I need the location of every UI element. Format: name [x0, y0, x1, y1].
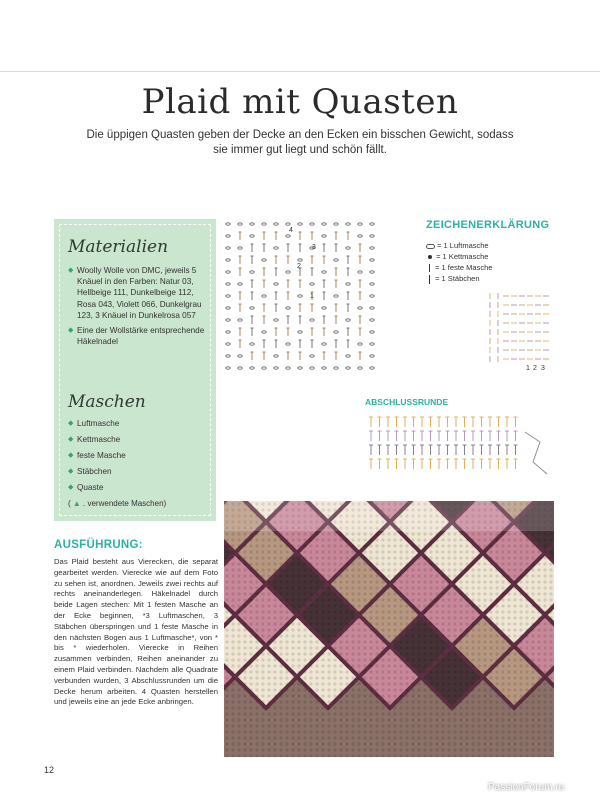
chain-stitch-symbol: [238, 319, 242, 321]
chain-stitch-symbol: [274, 355, 278, 357]
chain-stitch-symbol: [226, 259, 230, 261]
chain-stitch-symbol: [262, 295, 266, 297]
stitch-item: ◆ Kettmasche: [68, 435, 121, 444]
chain-stitch-symbol: [238, 283, 242, 285]
chain-stitch-symbol: [286, 271, 290, 273]
chain-stitch-symbol: [358, 307, 362, 309]
chain-stitch-symbol: [322, 223, 326, 225]
chain-stitch-symbol: [346, 223, 350, 225]
chain-stitch-symbol: [370, 259, 374, 261]
stitch-item: ◆ Quaste: [68, 483, 104, 492]
chain-stitch-symbol: [250, 307, 254, 309]
border-round-title: ABSCHLUSSRUNDE: [365, 397, 449, 407]
chain-stitch-symbol: [250, 367, 254, 369]
chain-stitch-symbol: [322, 307, 326, 309]
chain-stitch-symbol: [322, 367, 326, 369]
single-crochet-icon: [429, 264, 430, 272]
chain-stitch-symbol: [370, 319, 374, 321]
legend-item-chain: = 1 Luftmasche: [426, 241, 489, 250]
chain-stitch-symbol: [286, 367, 290, 369]
page-subtitle: Die üppigen Quasten geben der Decke an den Ecken ein bisschen Gewicht, sodass sie immer gut liegt und schön fällt.: [86, 129, 514, 156]
chain-stitch-symbol: [250, 271, 254, 273]
chain-stitch-symbol: [346, 319, 350, 321]
chain-stitch-symbol: [298, 331, 302, 333]
chain-stitch-symbol: [262, 367, 266, 369]
chain-stitch-symbol: [370, 331, 374, 333]
chain-stitch-symbol: [298, 367, 302, 369]
materials-list: [68, 265, 208, 351]
edge-rows-chart: [486, 290, 552, 392]
chain-stitch-symbol: [310, 283, 314, 285]
blanket-photo: [224, 501, 554, 757]
chain-stitch-symbol: [370, 355, 374, 357]
bullet-diamond-icon: ◆: [68, 267, 74, 274]
chain-stitch-symbol: [298, 259, 302, 261]
chain-stitch-symbol: [286, 223, 290, 225]
chain-stitch-symbol: [322, 235, 326, 237]
chain-stitch-symbol: [250, 223, 254, 225]
materials-box: [54, 219, 216, 521]
chain-stitch-symbol: [226, 283, 230, 285]
chain-stitch-symbol: [274, 223, 278, 225]
chain-stitch-symbol: [370, 271, 374, 273]
chain-stitch-symbol: [262, 259, 266, 261]
chain-stitch-symbol: [346, 283, 350, 285]
chain-stitch-symbol: [238, 247, 242, 249]
chain-stitch-symbol: [226, 331, 230, 333]
instructions-body: Das Plaid besteht aus Vierecken, die separat gearbeitet werden. Vierecke wie auf dem Foto zu sehen ist, anordnen. Jeweils zwei rechts auf rechts aneinanderlegen. Häkelnadel durch beide Lagen stechen: Mit 1 festen Masche an der Ecke beginnen, *3 Luftmaschen, 3 Stäbchen überspringen und 1 feste Masche in den nächsten Bogen aus 1 Luftmasche*, von * bis * wiederholen. Vierecke in Reihen zusammen verbinden, Reihen aneinander zu einem Plaid verbinden. Nachdem alle Quadrate verbunden wurden, 3 Abschlussrunden um die Decke herum arbeiten. 4 Quasten herstellen und jeweils eine an jede Ecke anbringen.: [54, 557, 218, 707]
page-number: 12: [44, 765, 55, 775]
stitch-item: ◆ Luftmasche: [68, 419, 120, 428]
chain-stitch-symbol: [370, 283, 374, 285]
chain-stitch-symbol: [226, 367, 230, 369]
chain-stitch-symbol: [310, 223, 314, 225]
chain-stitch-symbol: [310, 355, 314, 357]
legend-item-single: = 1 feste Masche: [426, 263, 492, 272]
chain-stitch-symbol: [286, 307, 290, 309]
chain-stitch-symbol: [298, 223, 302, 225]
chain-stitch-symbol: [370, 235, 374, 237]
chain-stitch-symbol: [298, 295, 302, 297]
bullet-diamond-icon: ◆: [68, 436, 74, 443]
legend-item-slip: = 1 Kettmasche: [426, 252, 488, 261]
chain-stitch-symbol: [370, 223, 374, 225]
chain-stitch-symbol: [358, 223, 362, 225]
chain-stitch-symbol: [370, 247, 374, 249]
materials-item: ◆ Eine der Wollstärke entsprechende Häkelnadel: [68, 326, 205, 347]
chain-stitch-symbol: [226, 307, 230, 309]
chain-stitch-symbol: [238, 223, 242, 225]
chain-stitch-symbol: [346, 355, 350, 357]
chain-stitch-symbol: [274, 367, 278, 369]
chain-stitch-symbol: [274, 283, 278, 285]
chain-stitch-symbol: [370, 295, 374, 297]
chain-stitch-symbol: [358, 343, 362, 345]
chain-stitch-symbol: [226, 355, 230, 357]
chain-stitch-symbol: [310, 367, 314, 369]
chain-stitch-symbol: [358, 271, 362, 273]
bullet-diamond-icon: ◆: [68, 420, 74, 427]
chain-stitch-symbol: [226, 343, 230, 345]
stitches-legend-note: ( ▲ . verwendete Maschen): [68, 499, 167, 508]
bullet-diamond-icon: ◆: [68, 327, 74, 335]
chain-stitch-symbol: [250, 343, 254, 345]
chain-stitch-symbol: [274, 319, 278, 321]
chain-stitch-symbol: [322, 343, 326, 345]
border-round-chart: [365, 412, 555, 492]
blanket-photo-illustration: [224, 501, 554, 757]
page-title: Plaid mit Quasten: [141, 82, 459, 122]
stitches-heading: Maschen: [68, 392, 146, 412]
chain-stitch-symbol: [346, 367, 350, 369]
chain-stitch-symbol: [322, 271, 326, 273]
chain-stitch-symbol: [226, 295, 230, 297]
chain-stitch-icon: [426, 244, 435, 249]
chain-stitch-symbol: [226, 247, 230, 249]
top-rule: [0, 71, 600, 72]
chain-stitch-symbol: [238, 367, 242, 369]
chain-stitch-symbol: [370, 367, 374, 369]
legend-item-double: = 1 Stäbchen: [426, 274, 480, 284]
chain-stitch-symbol: [250, 235, 254, 237]
edge-row-label: 3: [541, 365, 545, 372]
slip-stitch-icon: [428, 255, 432, 259]
edge-row-label: 2: [533, 365, 537, 372]
chain-stitch-symbol: [238, 355, 242, 357]
chain-stitch-symbol: [370, 307, 374, 309]
instructions-title: AUSFÜHRUNG:: [54, 539, 143, 551]
chain-stitch-symbol: [226, 235, 230, 237]
bullet-diamond-icon: ◆: [68, 484, 74, 491]
stitches-list: [68, 418, 208, 498]
chain-stitch-symbol: [226, 271, 230, 273]
chain-stitch-symbol: [358, 367, 362, 369]
chain-stitch-symbol: [226, 223, 230, 225]
materials-heading: Materialien: [68, 237, 169, 257]
double-crochet-icon: [429, 275, 430, 284]
chart-round-label: 2: [297, 263, 301, 270]
chain-stitch-symbol: [334, 295, 338, 297]
materials-item: ◆ Woolly Wolle von DMC, jeweils 5 Knäuel in den Farben: Natur 03, Hellbeige 111, Dunkelbeige 112, Rosa 043, Violett 066, Dunkelgrau 123, 3 Knäuel in Dunkelrosa 057: [68, 266, 202, 320]
chain-stitch-symbol: [286, 235, 290, 237]
chain-stitch-symbol: [334, 367, 338, 369]
stitch-item: ◆ Stäbchen: [68, 467, 112, 476]
chain-stitch-symbol: [346, 247, 350, 249]
chain-stitch-symbol: [286, 343, 290, 345]
bullet-diamond-icon: ◆: [68, 468, 74, 475]
triangle-icon: ▲: [72, 499, 81, 508]
stitch-item: ◆ feste Masche: [68, 451, 126, 460]
watermark: PassionForum.ru: [488, 782, 565, 793]
chart-round-label: 4: [289, 227, 293, 234]
bullet-diamond-icon: ◆: [68, 452, 74, 459]
edge-row-label: 1: [526, 365, 530, 372]
corner-stitch-symbol: [525, 432, 547, 474]
chart-round-label: 1: [310, 293, 314, 300]
chain-stitch-symbol: [358, 235, 362, 237]
chain-stitch-symbol: [334, 259, 338, 261]
chain-stitch-symbol: [334, 223, 338, 225]
chain-stitch-symbol: [226, 319, 230, 321]
chain-stitch-symbol: [274, 247, 278, 249]
chain-stitch-symbol: [334, 331, 338, 333]
chart-round-label: 3: [312, 244, 316, 251]
chain-stitch-symbol: [262, 223, 266, 225]
chain-stitch-symbol: [310, 319, 314, 321]
chain-stitch-symbol: [262, 331, 266, 333]
chain-stitch-symbol: [370, 343, 374, 345]
legend-title: ZEICHENERKLÄRUNG: [426, 219, 550, 231]
granny-square-chart: [222, 218, 386, 386]
